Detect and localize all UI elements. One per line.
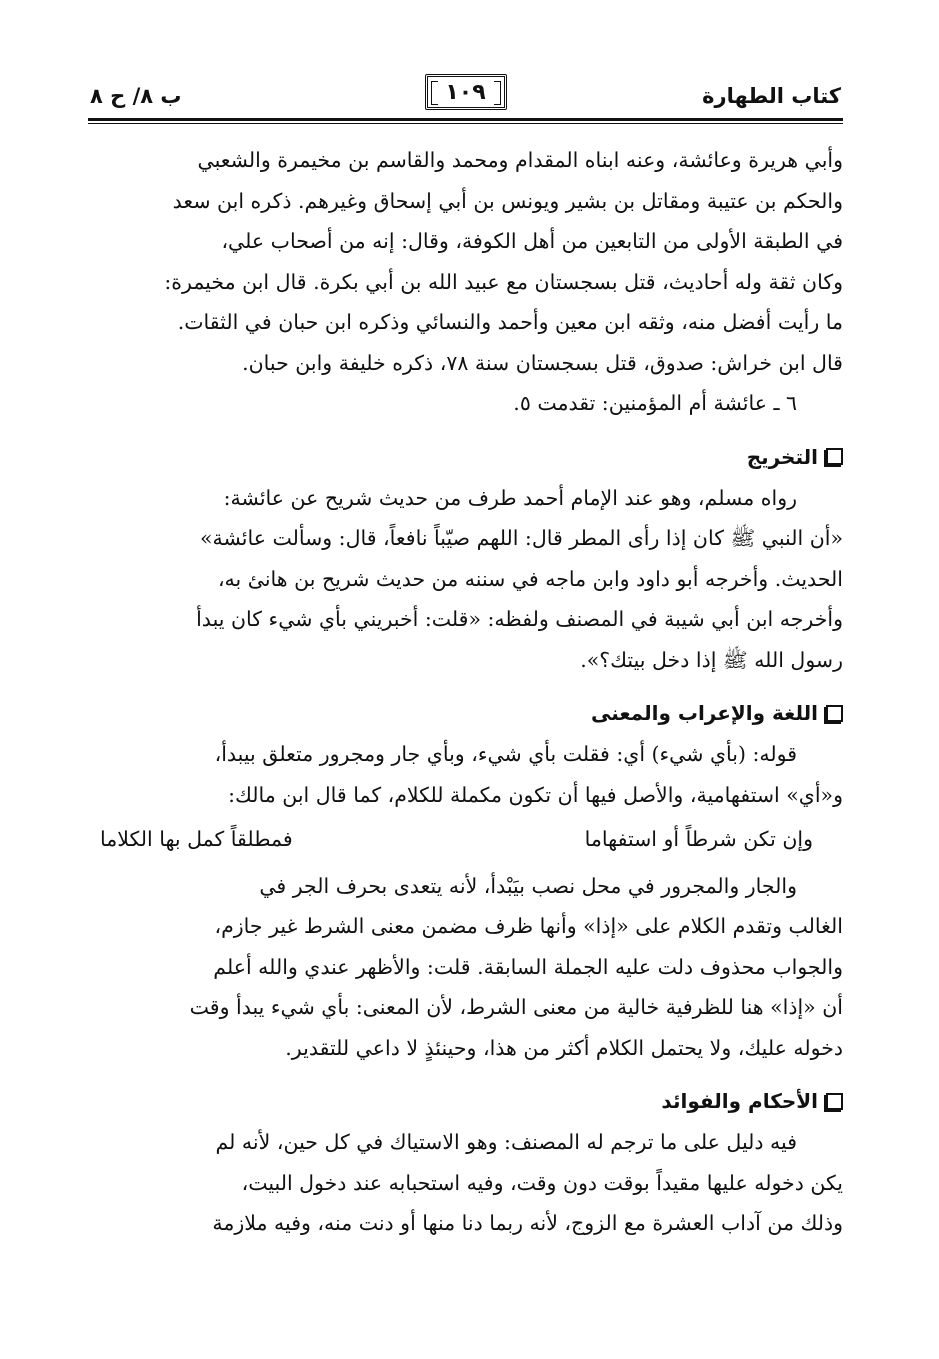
text-line: والحكم بن عتيبة ومقاتل بن بشير ويونس بن أبي إسحاق وغيرهم. ذكره ابن سعد	[172, 188, 843, 213]
text-line: و«أي» استفهامية، والأصل فيها أن تكون مكملة للكلام، كما قال ابن مالك:	[228, 782, 843, 807]
text-line: الغالب وتقدم الكلام على «إذا» وأنها ظرف مضمن معنى الشرط غير جازم،	[214, 914, 843, 938]
text-line: «أن النبي ﷺ كان إذا رأى المطر قال: اللهم صيّباً نافعاً، قال: وسألت عائشة»	[199, 526, 843, 550]
section-heading-ahkam	[88, 1084, 843, 1118]
verse-second-hemistich: فمطلقاً كمل بها الكلاما	[100, 827, 293, 851]
ahkam-section	[88, 1122, 843, 1244]
checkbox-square-icon	[826, 1093, 843, 1110]
section-heading-lugha	[88, 696, 843, 730]
text-line: أن «إذا» هنا للظرفية خالية من معنى الشرط، لأن المعنى: بأي شيء يبدأ وقت	[189, 995, 843, 1019]
text-line: رسول الله ﷺ إذا دخل بيتك؟».	[580, 647, 843, 672]
text-line: وذلك من آداب العشرة مع الزوج، لأنه ربما دنا منها أو دنت منه، وفيه ملازمة	[212, 1211, 843, 1235]
text-line: والجواب محذوف دلت عليه الجملة السابقة. قلت: والأظهر عندي والله أعلم	[213, 954, 843, 979]
narrator-item-6: ٦ ـ عائشة أم المؤمنين: تقدمت ٥.	[513, 391, 797, 415]
checkbox-square-icon	[826, 705, 843, 722]
document-page	[88, 70, 843, 1244]
running-header	[88, 70, 843, 118]
text-line: فيه دليل على ما ترجم له المصنف: وهو الاستياك في كل حين، لأنه لم	[215, 1130, 797, 1154]
text-line: قوله: (بأي شيء) أي: فقلت بأي شيء، وبأي جار ومجرور متعلق بيبدأ،	[214, 742, 797, 766]
section-heading-takhrij	[88, 440, 843, 474]
section-title: التخريج	[746, 444, 818, 469]
text-line: وأبي هريرة وعائشة، وعنه ابناه المقدام ومحمد والقاسم بن مخيمرة والشعبي	[197, 148, 843, 172]
header-rule	[88, 118, 843, 124]
text-line: وكان ثقة وله أحاديث، قتل بسجستان مع عبيد الله بن أبي بكرة. قال ابن مخيمرة:	[164, 269, 843, 294]
text-line: والجار والمجرور في محل نصب بيَبْدأ، لأنه يتعدى بحرف الجر في	[259, 873, 797, 898]
book-title: كتاب الطهارة	[702, 84, 841, 108]
text-line: في الطبقة الأولى من التابعين من أهل الكوفة، وقال: إنه من أصحاب علي،	[221, 229, 843, 253]
section-title: اللغة والإعراب والمعنى	[590, 701, 818, 725]
text-line: قال ابن خراش: صدوق، قتل بسجستان سنة ٧٨، ذكره خليفة وابن حبان.	[242, 350, 843, 375]
section-title: الأحكام والفوائد	[661, 1089, 818, 1113]
lugha-section	[88, 734, 843, 1068]
verse-first-hemistich: وإن تكن شرطاً أو استفهاما	[584, 827, 813, 851]
chapter-reference: ب ٨/ ح ٨	[90, 84, 182, 108]
text-line: رواه مسلم، وهو عند الإمام أحمد طرف من حديث شريح عن عائشة:	[223, 485, 797, 510]
page-number: ١٠٩	[425, 74, 507, 110]
checkbox-square-icon	[826, 448, 843, 465]
poetry-verse	[88, 819, 843, 860]
text-line: وأخرجه ابن أبي شيبة في المصنف ولفظه: «قلت: أخبريني بأي شيء كان يبدأ	[196, 607, 843, 631]
takhrij-section	[88, 478, 843, 681]
text-line: دخوله عليك، ولا يحتمل الكلام أكثر من هذا، وحينئذٍ لا داعي للتقدير.	[285, 1035, 843, 1060]
text-line: الحديث. وأخرجه أبو داود وابن ماجه في سننه من حديث شريح بن هانئ به،	[217, 566, 843, 591]
text-line: ما رأيت أفضل منه، وثقه ابن معين وأحمد والنسائي وذكره ابن حبان في الثقات.	[177, 310, 843, 334]
intro-section	[88, 140, 843, 424]
text-line: يكن دخوله عليها مقيداً بوقت دون وقت، وفيه استحبابه عند دخول البيت،	[241, 1170, 843, 1195]
